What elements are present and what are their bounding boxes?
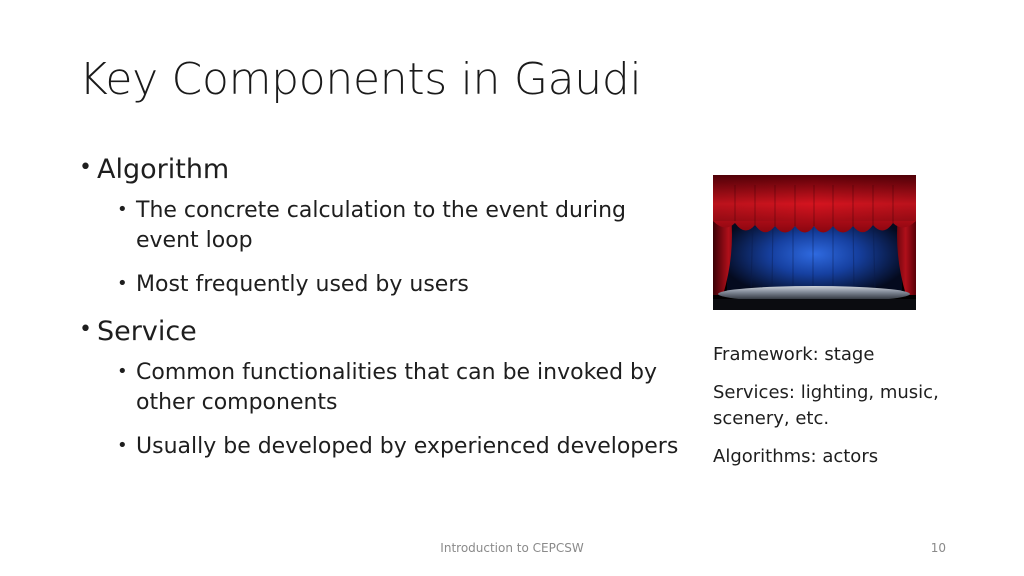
bullet-algorithm: • Algorithm: [79, 152, 679, 188]
sub-bullet-service-1: • Common functionalities that can be invoked by other components: [79, 358, 679, 418]
sub-bullet-service-2: • Usually be developed by experienced developers: [79, 432, 679, 462]
stage-curtain-image: [713, 175, 916, 310]
slide-title: Key Components in Gaudi: [79, 54, 642, 105]
note-framework: Framework: stage: [713, 344, 875, 365]
footer-text: Introduction to CEPCSW: [440, 541, 584, 555]
sub-bullet-algorithm-2: • Most frequently used by users: [79, 270, 679, 300]
page-number: 10: [930, 541, 946, 555]
bullet-list: [79, 152, 679, 476]
note-services: Services: lighting, music, scenery, etc.: [713, 382, 939, 429]
analogy-notes: [713, 342, 963, 482]
note-algorithms: Algorithms: actors: [713, 446, 879, 467]
sub-bullet-algorithm-1: • The concrete calculation to the event during event loop: [79, 196, 679, 256]
bullet-service: • Service: [79, 314, 679, 350]
